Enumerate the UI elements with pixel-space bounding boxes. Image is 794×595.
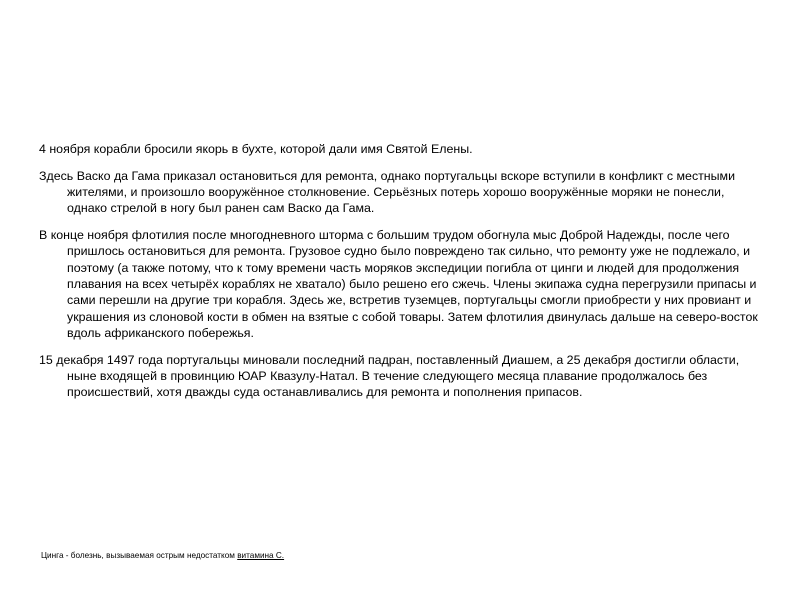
paragraph-arrival: 4 ноября корабли бросили якорь в бухте, которой дали имя Святой Елены. (39, 142, 473, 156)
footnote (41, 550, 284, 561)
footnote-text: Цинга - болезнь, вызываемая острым недостатком (41, 551, 238, 560)
body-text (39, 141, 761, 411)
paragraph-conflict: Здесь Васко да Гама приказал остановиться для ремонта, однако португальцы вскоре вступили в конфликт с местными жителями, и произошло вооружённое столкновение. Серьёзных потерь хорошо вооружённые моряки не понесли, однако стрелой в ногу был ранен сам Васко да Гама. (39, 168, 735, 216)
footnote-link-vitamin-c[interactable]: витамина С. (237, 551, 285, 560)
paragraph-cape: В конце ноября флотилия после многодневного шторма с большим трудом обогнула мыс Доброй Надежды, после чего пришлось остановиться для ремонта. Грузовое судно было повреждено так сильно, что ремонту уже не подлежало, и поэтому (а также потому, что к тому времени часть моряков экспедиции погибла от цинги и людей для продолжения плавания на всех четырёх кораблях не хватало) было решено его сжечь. Члены экипажа судна перегрузили припасы и сами перешли на другие три корабля. Здесь же, встретив туземцев, португальцы смогли приобрести у них провиант и украшения из слоновой кости в обмен на взятые с собой товары. Затем флотилия двинулась дальше на северо-восток вдоль африканского побережья. (39, 228, 758, 340)
paragraph-december: 15 декабря 1497 года португальцы миновали последний падран, поставленный Диашем, а 25 декабря достигли области, ныне входящей в провинцию ЮАР Квазулу-Натал. В течение следующего месяца плавание продолжалось без происшествий, хотя дважды суда останавливались для ремонта и пополнения припасов. (39, 352, 740, 400)
